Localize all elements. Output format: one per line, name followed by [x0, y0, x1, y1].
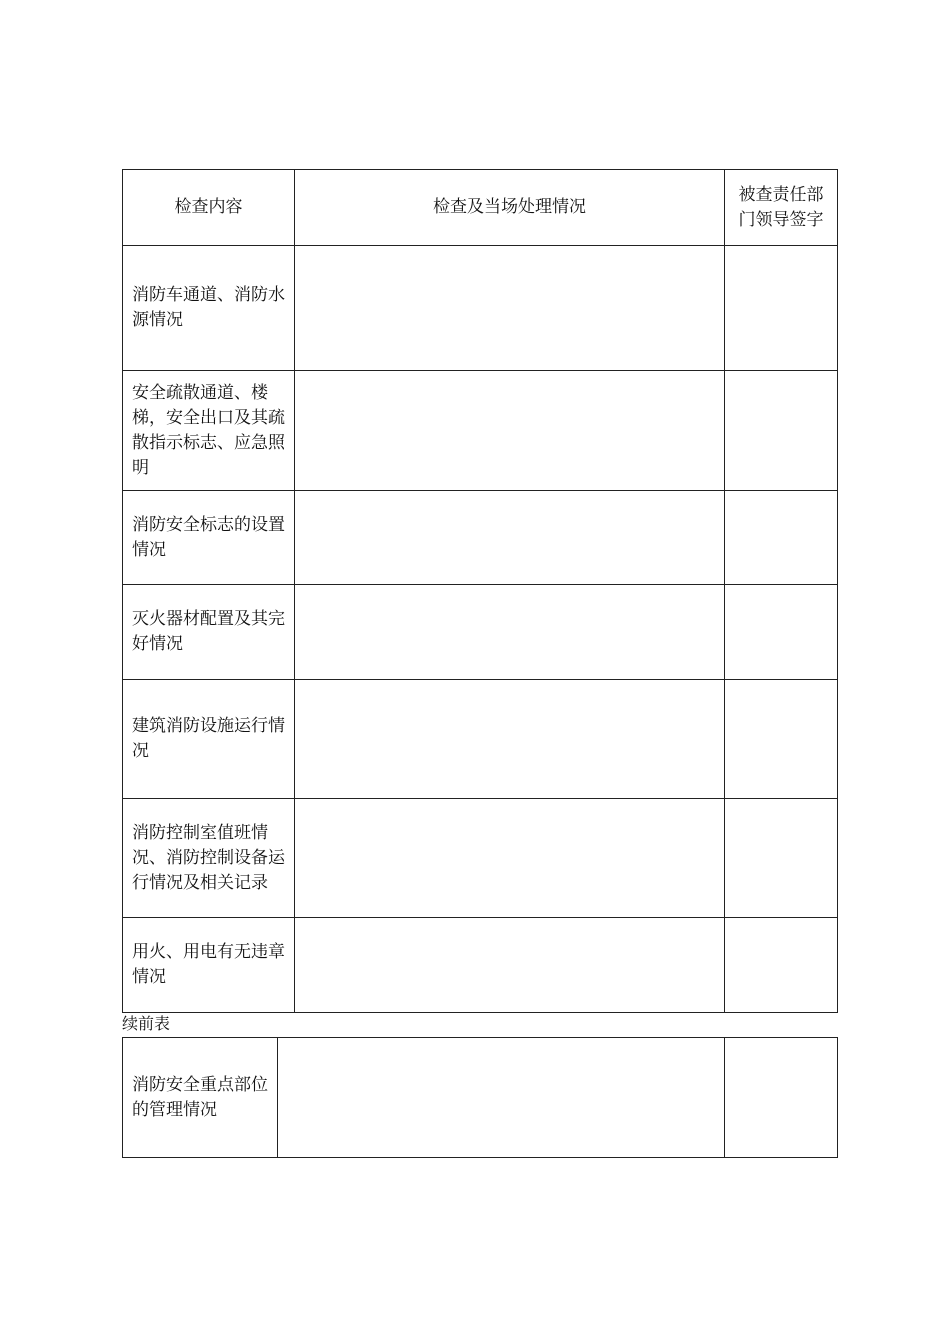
header-signature: 被查责任部门领导签字 [725, 170, 838, 246]
table-row [123, 585, 838, 680]
row-label: 灭火器材配置及其完好情况 [123, 585, 295, 680]
signature-cell[interactable] [725, 246, 838, 371]
row-label: 消防控制室值班情况、消防控制设备运行情况及相关记录 [123, 799, 295, 918]
row-label: 安全疏散通道、楼梯，安全出口及其疏散指示标志、应急照明 [123, 371, 295, 491]
signature-cell[interactable] [725, 680, 838, 799]
header-content: 检查内容 [123, 170, 295, 246]
signature-cell[interactable] [725, 918, 838, 1013]
signature-cell[interactable] [725, 491, 838, 585]
table-row [123, 680, 838, 799]
table-row [123, 799, 838, 918]
signature-cell[interactable] [725, 799, 838, 918]
result-cell[interactable] [295, 680, 725, 799]
signature-cell[interactable] [725, 585, 838, 680]
table-row [123, 918, 838, 1013]
signature-cell[interactable] [725, 371, 838, 491]
result-cell[interactable] [295, 246, 725, 371]
continuation-table [122, 1037, 838, 1158]
continuation-note: 续前表 [122, 1014, 171, 1033]
table-row [123, 1038, 838, 1158]
header-row [123, 170, 838, 246]
signature-cell[interactable] [725, 1038, 838, 1158]
table-row [123, 491, 838, 585]
row-label: 建筑消防设施运行情况 [123, 680, 295, 799]
row-label: 消防安全重点部位的管理情况 [123, 1038, 278, 1158]
result-cell[interactable] [295, 371, 725, 491]
header-result: 检查及当场处理情况 [295, 170, 725, 246]
result-cell[interactable] [278, 1038, 725, 1158]
result-cell[interactable] [295, 585, 725, 680]
result-cell[interactable] [295, 918, 725, 1013]
row-label: 消防车通道、消防水源情况 [123, 246, 295, 371]
row-label: 用火、用电有无违章情况 [123, 918, 295, 1013]
table-row [123, 246, 838, 371]
result-cell[interactable] [295, 491, 725, 585]
row-label: 消防安全标志的设置情况 [123, 491, 295, 585]
inspection-table [122, 169, 838, 1013]
result-cell[interactable] [295, 799, 725, 918]
table-row [123, 371, 838, 491]
